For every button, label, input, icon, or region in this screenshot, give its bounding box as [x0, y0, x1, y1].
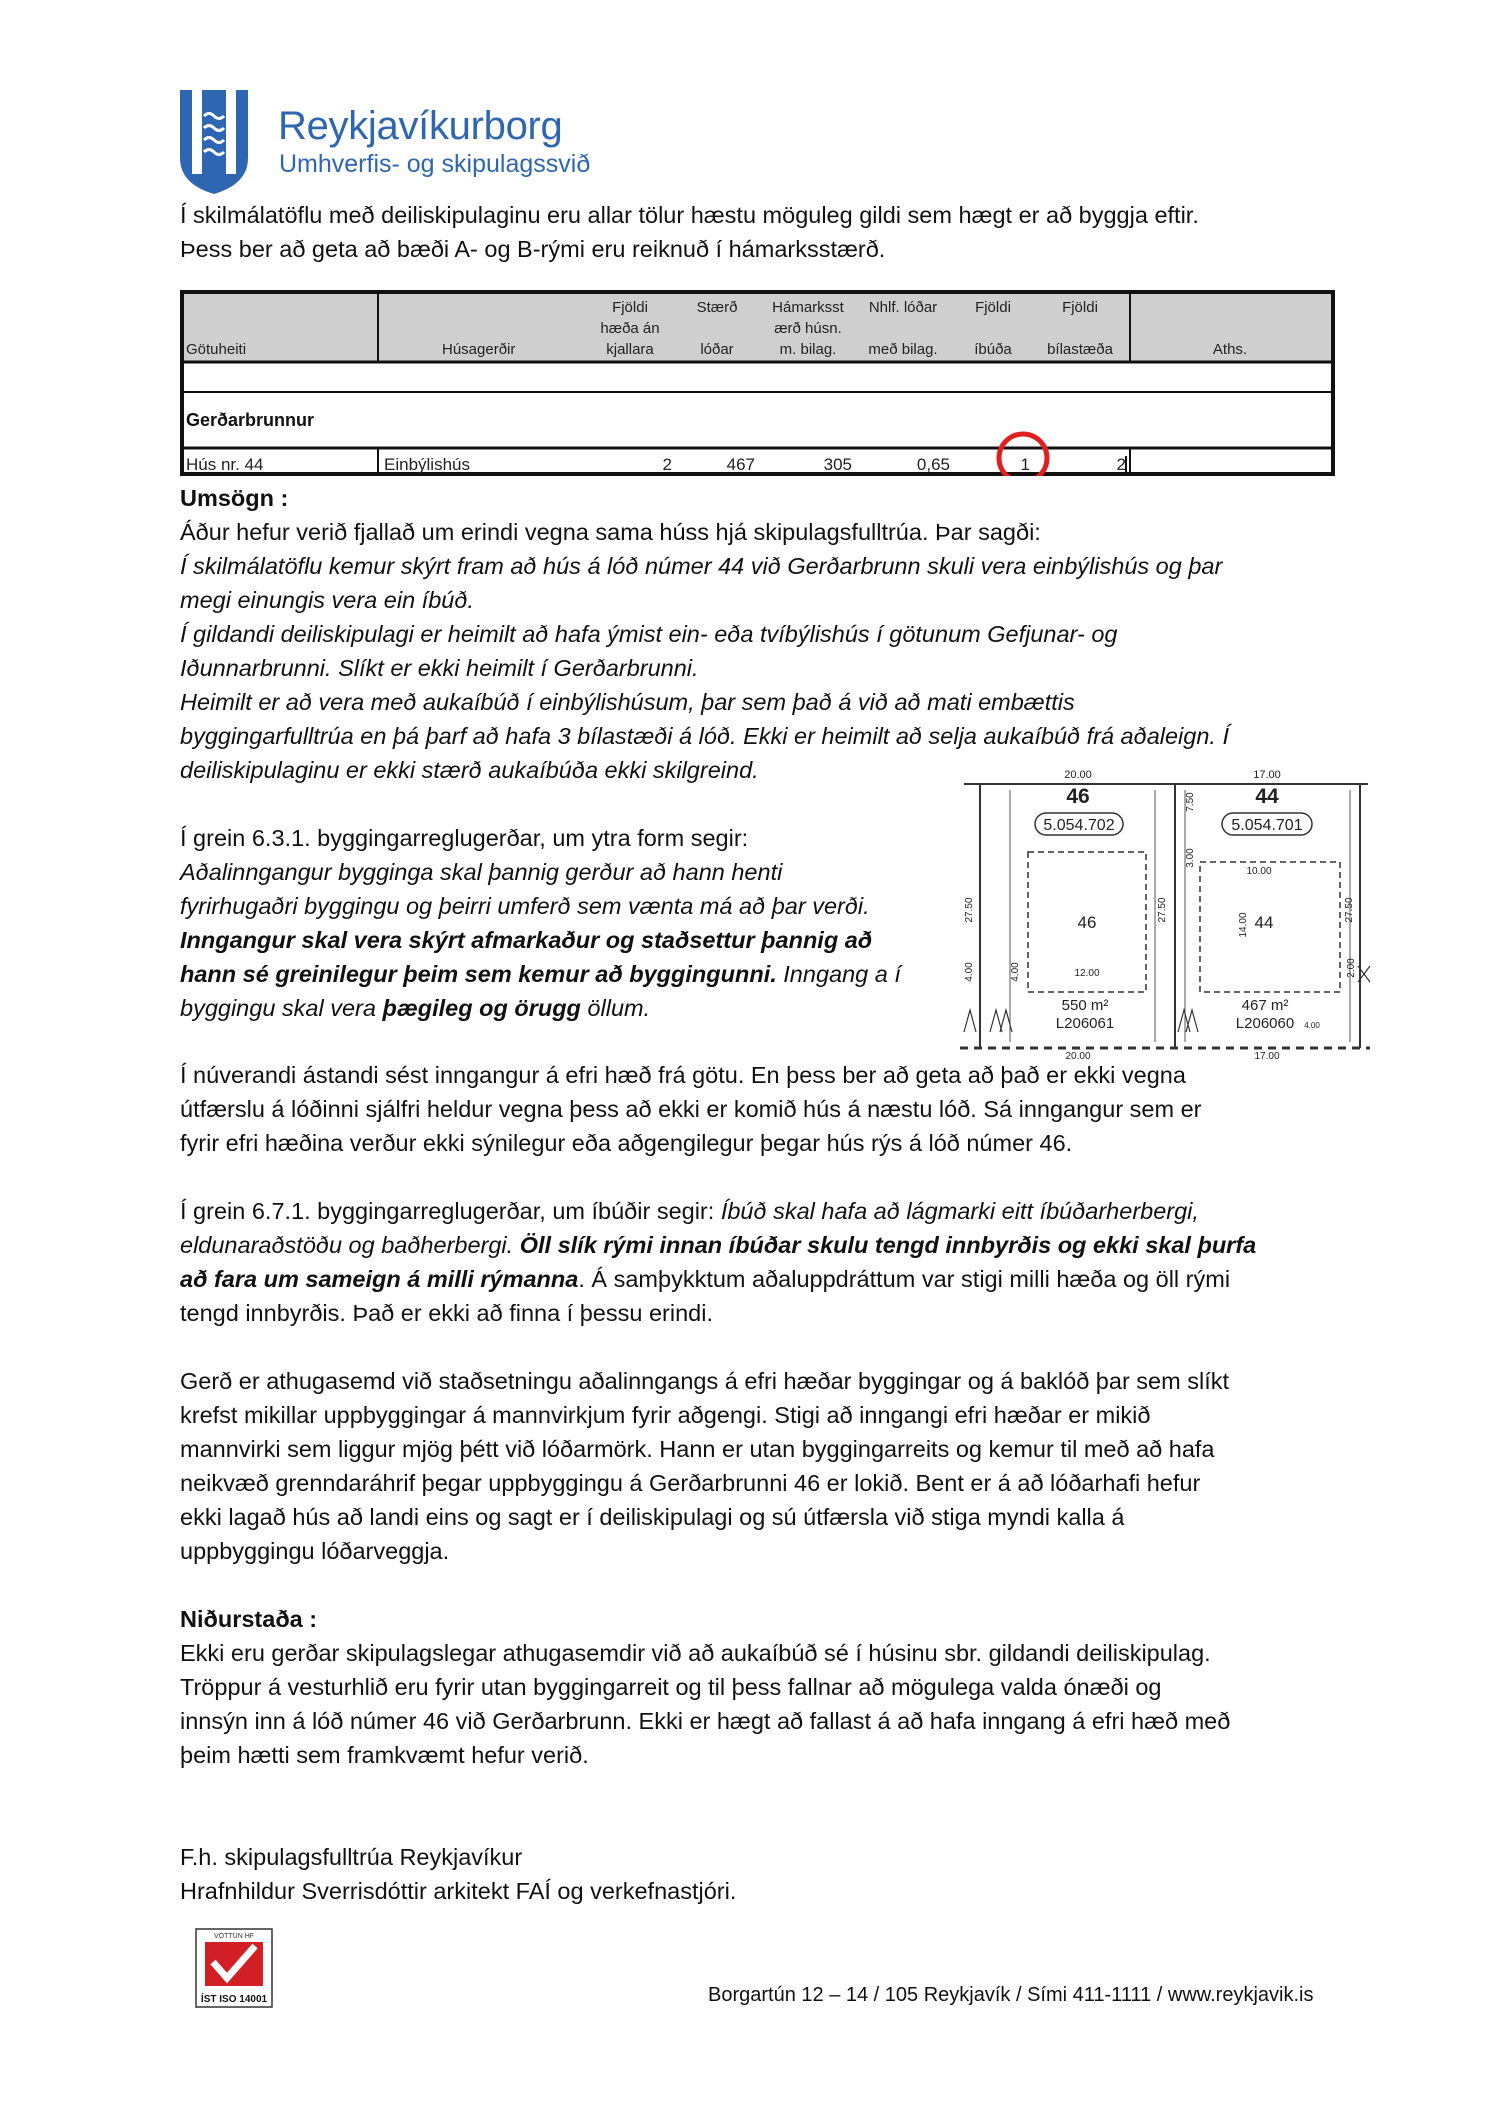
nidurstada-paragraph — [180, 1636, 1230, 1772]
grein-631-line: Aðalinngangur bygginga skal þannig gerður að hann henti — [180, 859, 783, 885]
grein-631-line: öllum. — [580, 995, 651, 1021]
plan-dim-d2: 27.50 — [1157, 897, 1168, 923]
grein-671-text: . Á samþykktum aðaluppdráttum var stigi milli hæða og öll rými — [578, 1266, 1231, 1292]
nuverandi-paragraph — [180, 1058, 1202, 1160]
table-cell-fjoldi-haeda: 2 — [662, 455, 672, 474]
grein-671-paragraph — [180, 1194, 1256, 1330]
table-cell-fjoldi-ibuda: 1 — [1020, 455, 1030, 474]
col-header-nhlf-3: með bilag. — [868, 341, 938, 358]
plan-lot-46-number: 46 — [1066, 785, 1090, 808]
plan-dim-s6: 2.00 — [1346, 958, 1357, 978]
quote-line: Iðunnarbrunni. Slíkt er ekki heimilt í Gerðarbrunni. — [180, 655, 699, 681]
athugasemd-line: ekki lagað hús að landi eins og sagt er í deiliskipulagi og sú útfærsla við stiga myndi kalla á — [180, 1504, 1125, 1530]
col-header-fjoldi-haeda-1: Fjöldi — [612, 299, 648, 316]
table-section-gerdarbrunnur: Gerðarbrunnur — [186, 410, 315, 430]
plan-lot-46-area: 550 m² — [1061, 997, 1109, 1014]
nidurstada-line: þeim hætti sem framkvæmt hefur verið. — [180, 1742, 589, 1768]
col-header-husagerdir: Húsagerðir — [442, 341, 516, 358]
signature-line: F.h. skipulagsfulltrúa Reykjavíkur — [180, 1844, 523, 1870]
logo-title: Reykjavíkurborg — [278, 104, 563, 148]
umsogn-intro: Áður hefur verið fjallað um erindi vegna sama húss hjá skipulagsfulltrúa. Þar sagði: — [180, 519, 1041, 545]
quote-line: Heimilt er að vera með aukaíbúð í einbýlishúsum, þar sem það á við að mati embættis — [180, 689, 1075, 715]
col-header-fjoldi-haeda-3: kjallara — [606, 341, 654, 358]
nidurstada-line: Ekki eru gerðar skipulagslegar athugasemdir við að aukaíbúð sé í húsinu sbr. gildandi deiliskipulag. — [180, 1640, 1211, 1666]
plan-lot-46-id: 5.054.702 — [1043, 817, 1115, 834]
col-header-hamarksst-3: m. bilag. — [779, 341, 837, 358]
plan-dim-d1: 27.50 — [964, 897, 975, 923]
plan-lot-44-id: 5.054.701 — [1231, 817, 1303, 834]
nidurstada-heading: Niðurstaða : — [180, 1606, 318, 1632]
plan-dim-top-44: 17.00 — [1253, 770, 1281, 781]
plan-dim-bottom-step: 4.00 — [1304, 1021, 1320, 1030]
table-cell-fjoldi-bilastaeda: 2 — [1116, 455, 1126, 474]
grein-631-line: Inngang a í — [776, 961, 901, 987]
umsogn-heading: Umsögn : — [180, 485, 289, 511]
plan-dim-s4: 7.50 — [1185, 792, 1196, 812]
lot-plan-drawing — [960, 770, 1372, 1060]
plan-lot-44-code: L206060 — [1235, 1015, 1295, 1032]
grein-631-bold-line: Inngangur skal vera skýrt afmarkaður og staðsettur þannig að — [180, 927, 873, 953]
grein-631-paragraph — [180, 821, 901, 1025]
quote-line: byggingarfulltrúa en þá þarf að hafa 3 bílastæði á lóð. Ekki er heimilt að selja aukaíbúð frá aðaleign. Í — [180, 723, 1230, 749]
nidurstada-line: Tröppur á vesturhlið eru fyrir utan byggingarreit og til þess fallnar að mögulega valda ónæði og — [180, 1674, 1162, 1700]
logo-subtitle: Umhverfis- og skipulagssvið — [279, 150, 591, 178]
plan-dim-s3: 3.00 — [1185, 848, 1196, 868]
col-header-gotuheiti: Götuheiti — [186, 341, 247, 358]
col-header-staerd-1: Stærð — [696, 299, 738, 316]
quote-line: megi einungis vera ein íbúð. — [180, 587, 474, 613]
col-header-staerd-3: lóðar — [700, 341, 734, 358]
grein-671-bold: að fara um sameign á milli rýmanna — [180, 1266, 579, 1292]
col-header-fjoldi-haeda-2: hæða án — [600, 320, 660, 337]
grein-631-bold-phrase: þægileg og örugg — [382, 995, 581, 1021]
nuverandi-line: útfærslu á lóðinni sjálfri heldur vegna þess að ekki er komið hús á næstu lóð. Sá inngangur sem er — [180, 1096, 1202, 1122]
intro-line: Í skilmálatöflu með deiliskipulaginu eru allar tölur hæstu möguleg gildi sem hægt er að byggja eftir. — [180, 202, 1199, 228]
grein-631-bold-line: hann sé greinilegur þeim sem kemur að byggingunni. — [180, 961, 777, 987]
plan-dim-s1: 4.00 — [964, 962, 975, 982]
iso-14001-certification-badge — [195, 1928, 273, 2008]
col-header-hamarksst-1: Hámarksst — [772, 299, 844, 316]
signature-line: Hrafnhildur Sverrisdóttir arkitekt FAÍ og verkefnastjóri. — [180, 1878, 737, 1904]
plan-dim-w1: 12.00 — [1074, 968, 1100, 979]
plan-dim-bottom-46: 20.00 — [1065, 1051, 1091, 1060]
athugasemd-line: mannvirki sem liggur mjög þétt við lóðarmörk. Hann er utan byggingarreits og kemur til með að hafa — [180, 1436, 1215, 1462]
footer-address: Borgartún 12 – 14 / 105 Reykjavík / Sími 411-1111 / www.reykjavik.is — [708, 1984, 1314, 2006]
plan-building-46-label: 46 — [1077, 913, 1097, 932]
grein-671-text: tengd innbyrðis. Það er ekki að finna í þessu erindi. — [180, 1300, 713, 1326]
col-header-nhlf-1: Nhlf. lóðar — [868, 299, 938, 316]
grein-671-bold: Öll slík rými innan íbúðar skulu tengd innbyrðis og ekki skal þurfa — [519, 1232, 1257, 1258]
table-cell-gotuheiti: Hús nr. 44 — [186, 455, 264, 474]
grein-631-line: fyrirhugaðri byggingu og þeirri umferð sem vænta má að þar verði. — [180, 893, 870, 919]
col-header-fjoldi-ibuda-3: íbúða — [974, 341, 1012, 358]
col-header-hamarksst-2: ærð húsn. — [774, 320, 842, 337]
intro-paragraph — [180, 198, 1199, 266]
athugasemd-line: krefst mikillar uppbyggingar á mannvirkjum fyrir aðgengi. Stigi að inngangi efri hæðar er mikið — [180, 1402, 1151, 1428]
plan-dim-s2: 4.00 — [1010, 962, 1021, 982]
table-cell-staerd-lodar: 467 — [726, 455, 755, 474]
grein-671-italic: Íbúð skal hafa að lágmarki eitt íbúðarherbergi, — [720, 1198, 1199, 1224]
nuverandi-line: Í núverandi ástandi sést inngangur á efri hæð frá götu. En þess ber að geta að það er ekki vegna — [180, 1062, 1186, 1088]
plan-dim-bottom-44: 17.00 — [1254, 1051, 1280, 1060]
plan-dim-w2: 10.00 — [1246, 866, 1272, 877]
nuverandi-line: fyrir efri hæðina verður ekki sýnilegur eða aðgengilegur þegar hús rýs á lóð númer 46. — [180, 1130, 1073, 1156]
athugasemd-line: Gerð er athugasemd við staðsetningu aðalinngangs á efri hæðar byggingar og á baklóð þar sem slíkt — [180, 1368, 1229, 1394]
col-header-fjoldi-ibuda-1: Fjöldi — [975, 299, 1011, 316]
grein-631-line: byggingu skal vera — [180, 995, 383, 1021]
athugasemd-line: neikvæð grenndaráhrif þegar uppbyggingu á Gerðarbrunni 46 er lokið. Bent er á að lóðarhafi hefur — [180, 1470, 1201, 1496]
quote-line: Í gildandi deiliskipulagi er heimilt að hafa ýmist ein- eða tvíbýlishús í götunum Gefjunar- og — [180, 621, 1118, 647]
grein-631-intro: Í grein 6.3.1. byggingarreglugerðar, um ytra form segir: — [180, 825, 749, 851]
signature-block — [180, 1840, 736, 1908]
skilmalatafla-table — [180, 290, 1335, 476]
cert-top-text: VOTTUN HF — [213, 1933, 255, 1940]
athugasemd-paragraph — [180, 1364, 1229, 1568]
grein-671-intro: Í grein 6.7.1. byggingarreglugerðar, um íbúðir segir: — [180, 1198, 721, 1224]
cert-bottom-text: ÍST ISO 14001 — [200, 1994, 268, 2005]
grein-671-italic: eldunaraðstöðu og baðherbergi. — [180, 1232, 520, 1258]
quote-line: Í skilmálatöflu kemur skýrt fram að hús á lóð númer 44 við Gerðarbrunn skuli vera einbýlishús og þar — [180, 553, 1223, 579]
plan-dim-top-46: 20.00 — [1064, 770, 1092, 781]
athugasemd-line: uppbyggingu lóðarveggja. — [180, 1538, 450, 1564]
plan-lot-46-code: L206061 — [1055, 1015, 1115, 1032]
col-header-fjoldi-bilastaeda-3: bílastæða — [1047, 341, 1113, 358]
reykjavik-coat-of-arms-logo — [178, 88, 250, 196]
col-header-aths: Aths. — [1212, 341, 1248, 358]
umsogn-quote — [180, 549, 1229, 787]
plan-lot-44-number: 44 — [1255, 785, 1279, 808]
nidurstada-line: innsýn inn á lóð númer 46 við Gerðarbrunn. Ekki er hægt að fallast á að hafa inngang á efri hæð með — [180, 1708, 1231, 1734]
col-header-fjoldi-bilastaeda-1: Fjöldi — [1062, 299, 1098, 316]
table-cell-husagerd: Einbýlishús — [384, 455, 470, 474]
table-cell-nhlf: 0,65 — [916, 455, 950, 474]
quote-line: deiliskipulaginu er ekki stærð aukaíbúða ekki skilgreind. — [180, 757, 759, 783]
plan-dim-h2: 14.00 — [1238, 912, 1249, 938]
plan-lot-44-area: 467 m² — [1241, 997, 1289, 1014]
intro-line: Þess ber að geta að bæði A- og B-rými eru reiknuð í hámarksstærð. — [180, 236, 886, 262]
table-cell-hamarksstaerd: 305 — [823, 455, 852, 474]
plan-dim-d3: 27.50 — [1344, 897, 1355, 923]
plan-building-44-label: 44 — [1254, 913, 1274, 932]
